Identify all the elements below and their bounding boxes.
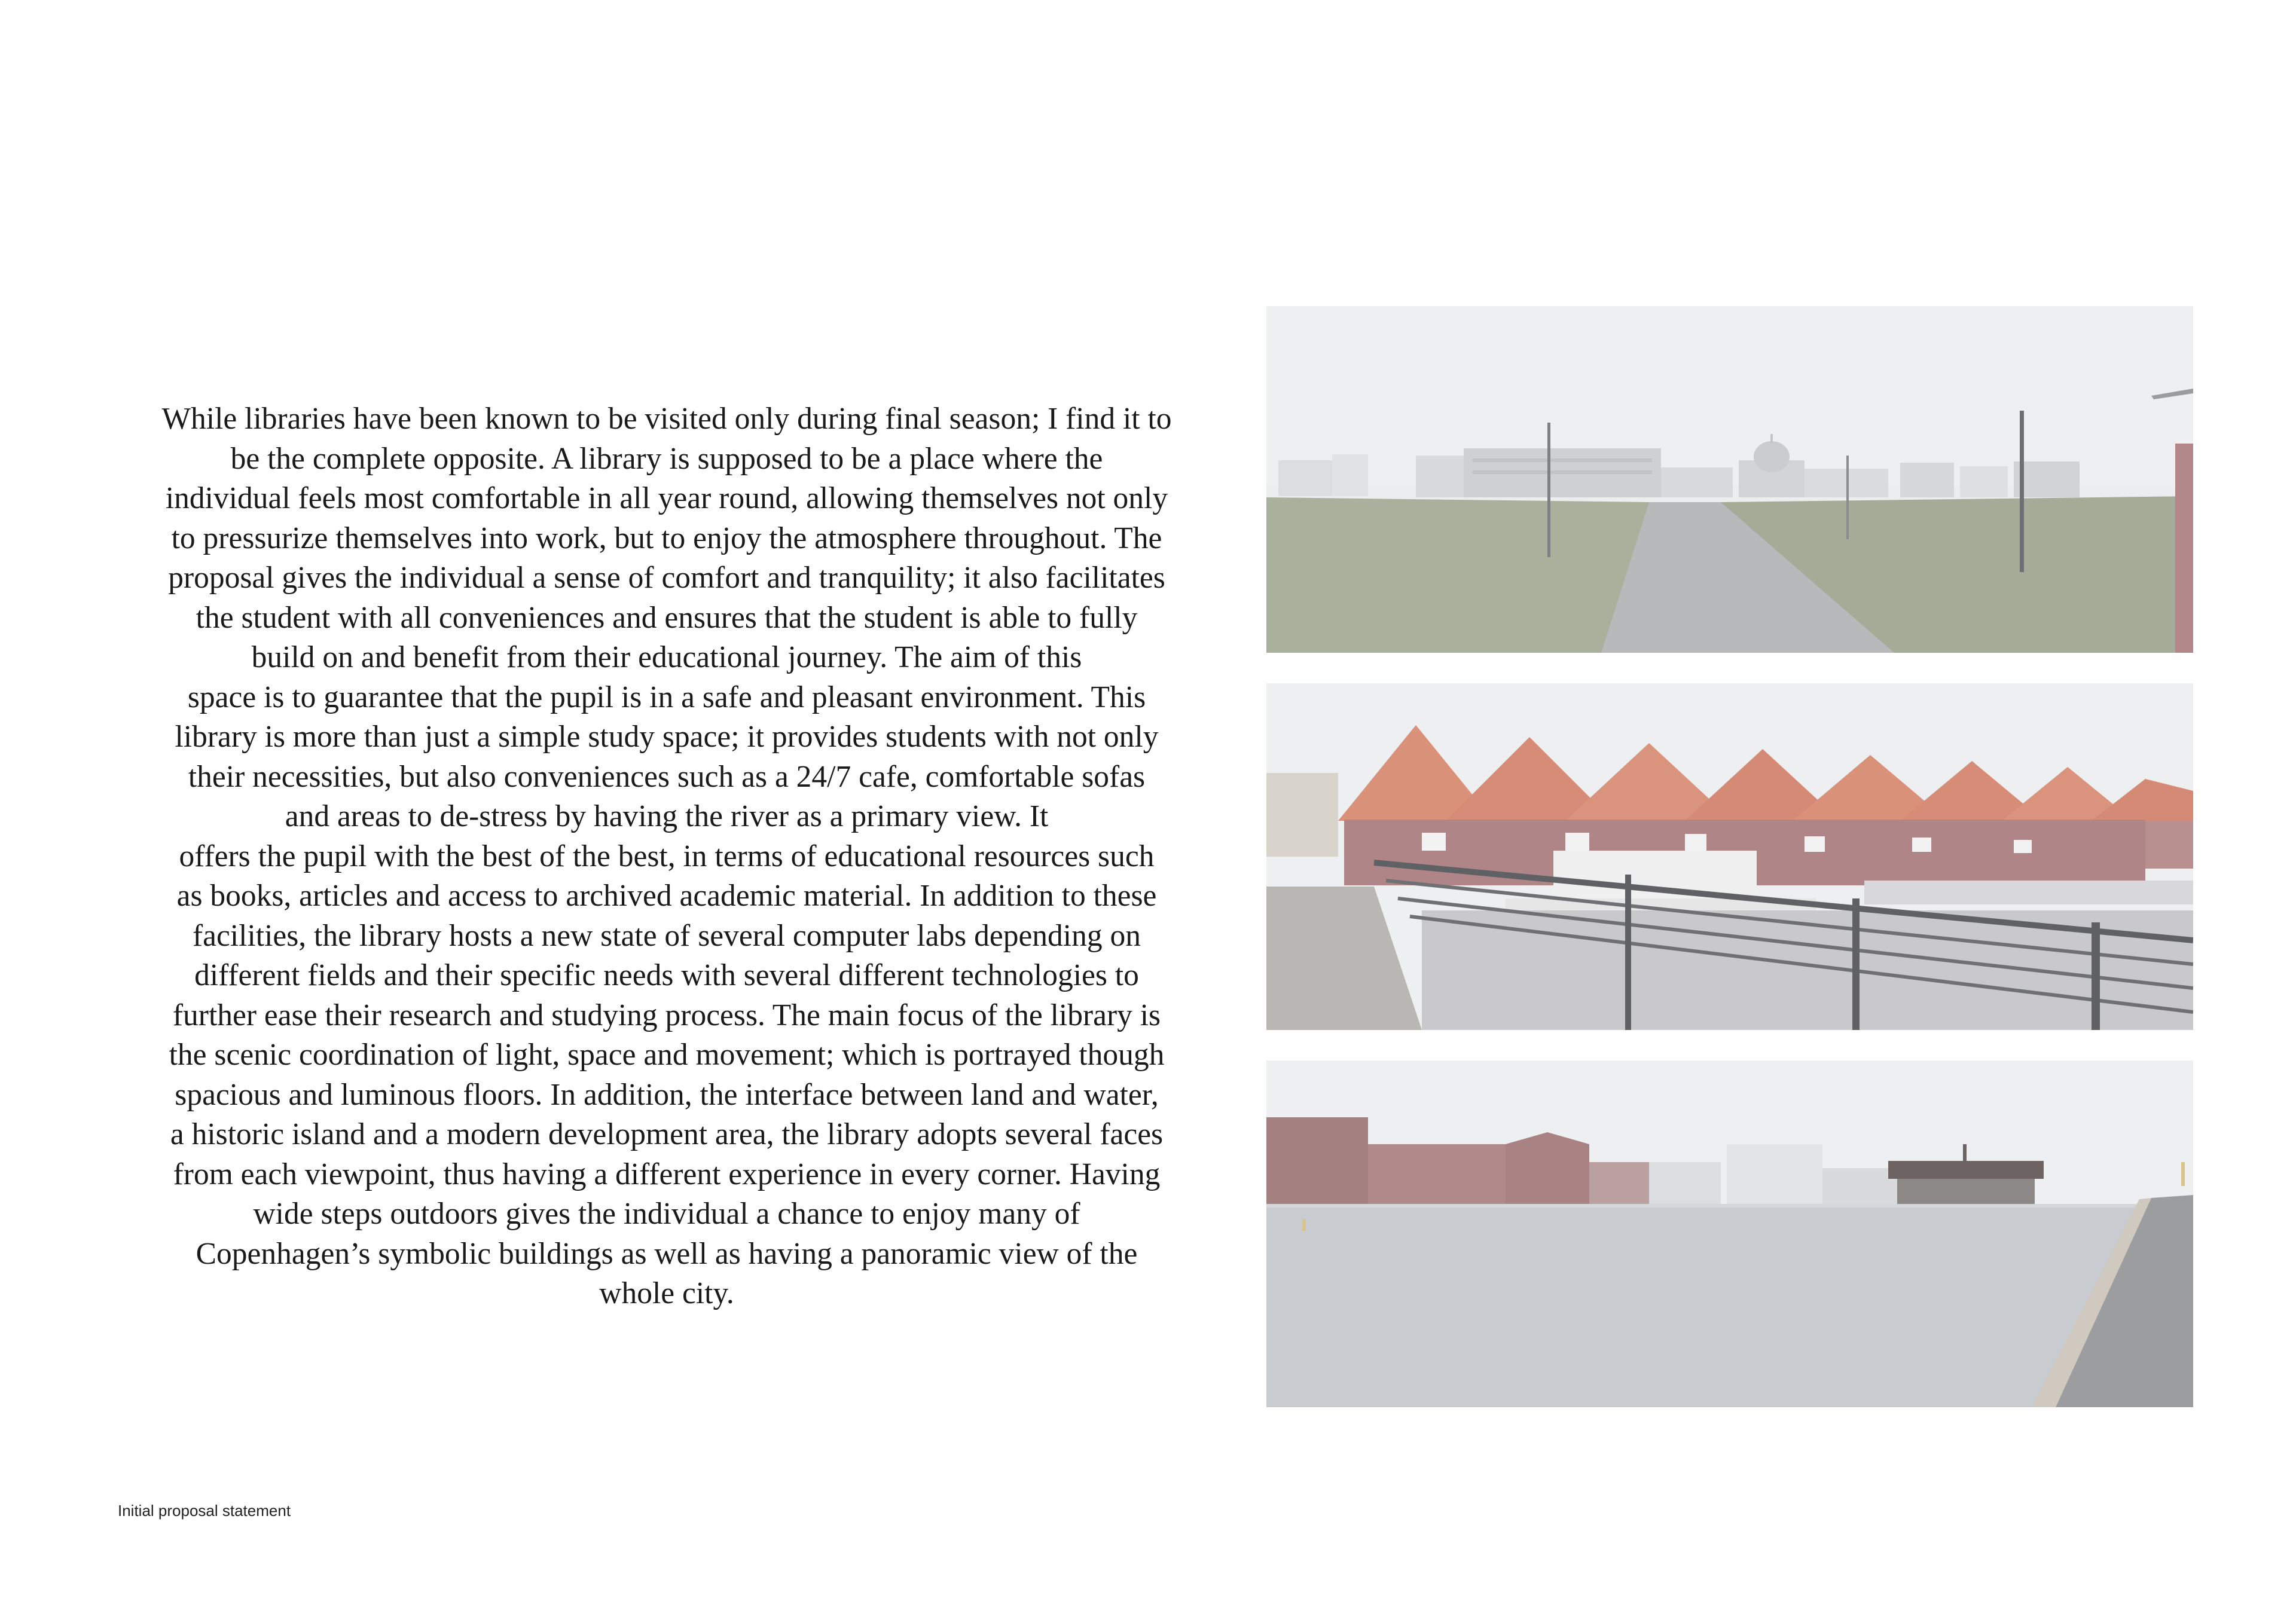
- figure-caption: Initial proposal statement: [118, 1502, 291, 1520]
- statement-line: space is to guarantee that the pupil is in a safe and pleasant environment. This: [187, 680, 1146, 714]
- statement-line: further ease their research and studying process. The main focus of the library is: [172, 998, 1161, 1032]
- statement-line: Copenhagen’s symbolic buildings as well as having a panoramic view of the: [196, 1236, 1138, 1271]
- statement-line: their necessities, but also conveniences such as a 24/7 cafe, comfortable sofas: [188, 759, 1146, 794]
- statement-line: different fields and their specific needs with several different technologies to: [194, 958, 1139, 992]
- statement-line: library is more than just a simple study space; it provides students with not only: [175, 720, 1159, 754]
- statement-line: offers the pupil with the best of the best, in terms of educational resources such: [179, 839, 1155, 873]
- statement-line: wide steps outdoors gives the individual a chance to enjoy many of: [253, 1197, 1080, 1231]
- harbour-warehouses-illustration: [1266, 683, 2193, 1030]
- statement-line: be the complete opposite. A library is supposed to be a place where the: [230, 441, 1103, 476]
- harbour-warehouses-photo: [1266, 683, 2193, 1030]
- statement-line: While libraries have been known to be visited only during final season; I find it to: [161, 402, 1172, 436]
- statement-line: the scenic coordination of light, space and movement; which is portrayed though: [169, 1038, 1165, 1072]
- statement-line: proposal gives the individual a sense of comfort and tranquility; it also facilitates: [168, 561, 1165, 595]
- statement-line: a historic island and a modern development area, the library adopts several faces: [170, 1117, 1164, 1151]
- statement-line: whole city.: [599, 1276, 734, 1310]
- statement-line: the student with all conveniences and ensures that the student is able to fully: [196, 600, 1138, 635]
- proposal-statement: [120, 399, 1214, 1314]
- park-path-photo: [1266, 306, 2193, 653]
- statement-line: as books, articles and access to archived academic material. In addition to these: [176, 879, 1157, 913]
- statement-line: from each viewpoint, thus having a different experience in every corner. Having: [173, 1157, 1161, 1191]
- statement-line: to pressurize themselves into work, but to enjoy the atmosphere throughout. The: [171, 521, 1162, 555]
- waterfront-photo: [1266, 1060, 2193, 1407]
- statement-line: build on and benefit from their educational journey. The aim of this: [251, 640, 1082, 674]
- statement-line: facilities, the library hosts a new state of several computer labs depending on: [193, 918, 1141, 953]
- park-path-illustration: [1266, 306, 2193, 653]
- statement-line: individual feels most comfortable in all year round, allowing themselves not only: [165, 481, 1168, 515]
- statement-line: and areas to de-stress by having the river as a primary view. It: [285, 799, 1049, 833]
- statement-line: spacious and luminous floors. In addition, the interface between land and water,: [175, 1077, 1159, 1112]
- waterfront-illustration: [1266, 1060, 2193, 1407]
